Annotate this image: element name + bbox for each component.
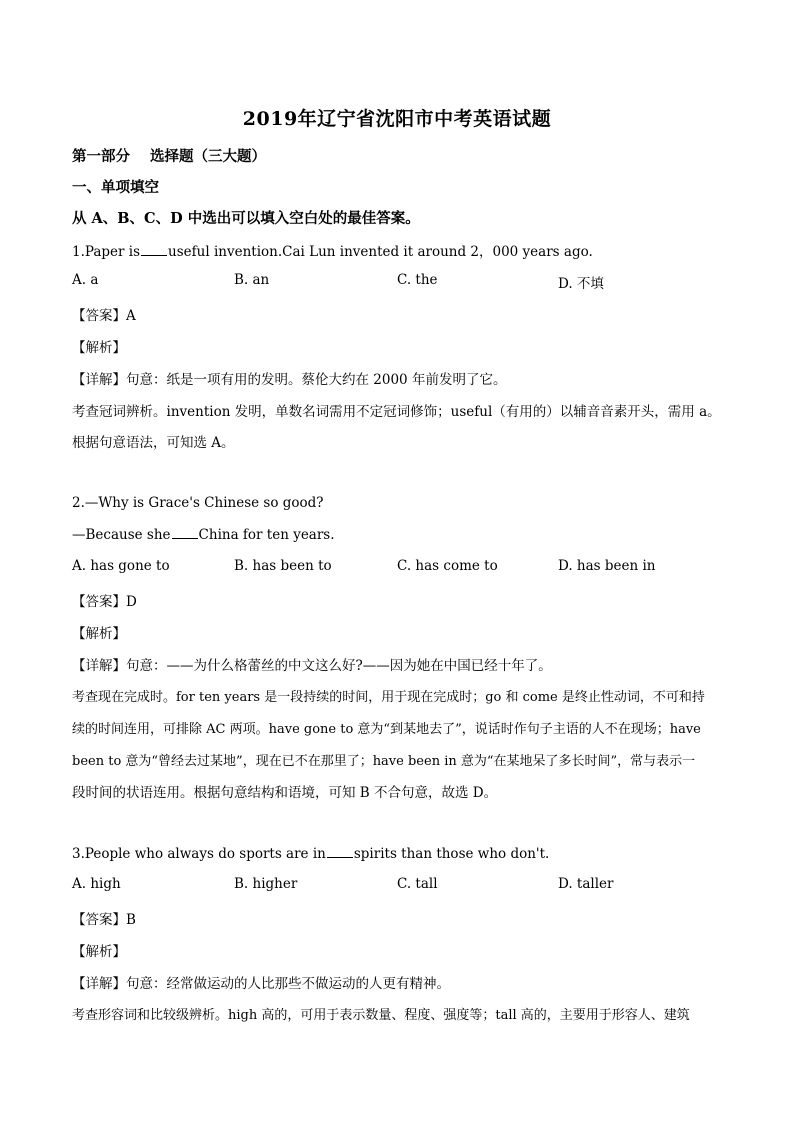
- section-heading: 一、单项填空: [72, 179, 159, 196]
- question-2-stem-line-1: 2.—Why is Grace's Chinese so good?: [72, 495, 324, 511]
- q3-analysis-label: 【解析】: [72, 944, 126, 960]
- q2-explanation-line-4: 段时间的状语连用。根据句意结构和语境，可知 B 不合句意，故选 D。: [72, 785, 498, 801]
- q1-option-b: B. an: [234, 272, 270, 288]
- q2-option-c: C. has come to: [397, 558, 498, 574]
- q1-explanation-line-1: 考查冠词辨析。invention 发明，单数名词需用不定冠词修饰；useful（有用的）以辅音音素开头，需用 a。: [72, 404, 721, 420]
- q2-detail: 【详解】句意：——为什么格蕾丝的中文这么好?——因为她在中国已经十年了。: [72, 658, 552, 674]
- q3-option-a: A. high: [72, 876, 121, 892]
- part-description: 选择题（三大题）: [150, 148, 266, 165]
- question-1-stem-end: useful invention.Cai Lun invented it around 2，000 years ago.: [168, 244, 593, 260]
- q1-option-a: A. a: [72, 272, 99, 288]
- page-title: 2019年辽宁省沈阳市中考英语试题: [242, 108, 552, 130]
- q2-explanation-line-2: 续的时间连用，可排除 AC 两项。have gone to 意为“到某地去了”，说话时作句子主语的人不在现场；have: [72, 722, 701, 737]
- q3-option-b: B. higher: [234, 876, 298, 892]
- q3-option-c: C. tall: [397, 876, 438, 892]
- question-1-stem: [72, 240, 593, 260]
- q1-explanation-line-2: 根据句意语法，可知选 A。: [72, 435, 235, 451]
- answer-blank: [172, 526, 198, 539]
- q2-analysis-label: 【解析】: [72, 626, 126, 642]
- q2-option-a: A. has gone to: [72, 558, 170, 574]
- q1-analysis-label: 【解析】: [72, 340, 126, 356]
- answer-blank: [327, 845, 353, 858]
- question-3-stem-end: spirits than those who don't.: [353, 846, 550, 862]
- q2-explanation-line-3: been to 意为“曾经去过某地”，现在已不在那里了；have been in 意为“在某地呆了多长时间”，常与表示一: [72, 754, 696, 769]
- question-2-stem-end: China for ten years.: [198, 527, 335, 543]
- q2-option-d: D. has been in: [558, 558, 656, 574]
- part-label: 第一部分: [72, 148, 130, 165]
- q3-detail: 【详解】句意：经常做运动的人比那些不做运动的人更有精神。: [72, 976, 450, 992]
- question-3-stem-start: 3.People who always do sports are in: [72, 846, 326, 862]
- q1-option-c: C. the: [397, 272, 438, 288]
- q1-detail: 【详解】句意：纸是一项有用的发明。蔡伦大约在 2000 年前发明了它。: [72, 372, 507, 388]
- q1-option-d: D. 不填: [558, 276, 604, 292]
- q2-answer: 【答案】D: [72, 594, 137, 610]
- question-2-stem-start: —Because she: [72, 527, 171, 543]
- question-3-stem: [72, 845, 549, 862]
- part-heading: [72, 145, 266, 166]
- q2-option-b: B. has been to: [234, 558, 332, 574]
- question-1-stem-start: 1.Paper is: [72, 244, 141, 260]
- question-2-stem-line-2: [72, 526, 335, 543]
- instruction: 从 A、B、C、D 中选出可以填入空白处的最佳答案。: [72, 210, 420, 227]
- q3-explanation-line-1: 考查形容词和比较级辨析。high 高的，可用于表示数量、程度、强度等；tall 高的，主要用于形容人、建筑: [72, 1008, 690, 1023]
- q3-answer: 【答案】B: [72, 912, 136, 928]
- answer-blank: [141, 243, 167, 256]
- q1-answer: 【答案】A: [72, 308, 136, 324]
- q2-explanation-line-1: 考查现在完成时。for ten years 是一段持续的时间，用于现在完成时；go 和 come 是终止性动词，不可和持: [72, 690, 705, 705]
- q3-option-d: D. taller: [558, 876, 614, 892]
